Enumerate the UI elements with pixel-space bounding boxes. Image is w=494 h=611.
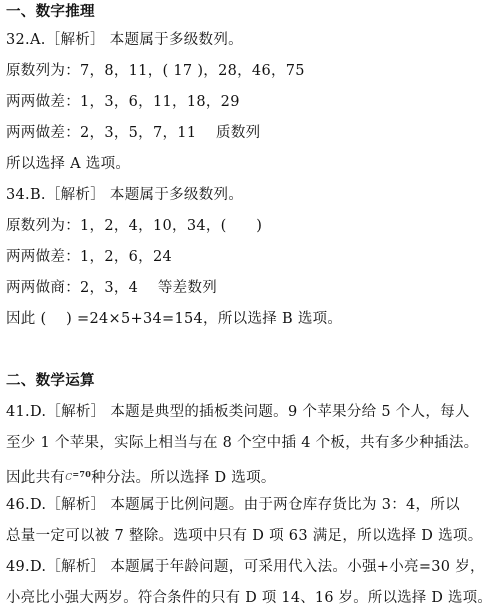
q41-line-2: 至少 1 个苹果，实际上相当与在 8 个空中插 4 个板，共有多少种插法。 xyxy=(6,435,479,451)
q34-line-3: 两两做差：1，2，6，24 xyxy=(6,249,173,265)
q32-line-3: 两两做差：1，3，6，11，18，29 xyxy=(6,94,240,110)
section-2-title: 二、数学运算 xyxy=(6,372,95,389)
section-1-title: 一、数字推理 xyxy=(6,3,95,20)
q32-line-5: 所以选择 A 选项。 xyxy=(6,156,131,172)
q41-formula: C xyxy=(65,473,73,483)
q32-line-4: 两两做差：2，3，5，7，11 质数列 xyxy=(6,125,261,141)
q34-line-2: 原数列为：1，2，4，10，34，( ) xyxy=(6,218,263,234)
q34-line-5: 因此 ( ) =24×5+34=154，所以选择 B 选项。 xyxy=(6,311,343,327)
q49-line-1: 49.D.［解析］ 本题属于年龄问题，可采用代入法。小强+小亮=30 岁， xyxy=(6,559,485,575)
q46-line-1: 46.D.［解析］ 本题属于比例问题。由于两仓库存货比为 3：4，所以 xyxy=(6,497,460,513)
q34-line-4: 两两做商：2，3，4 等差数列 xyxy=(6,280,218,296)
q41-line-3-suffix: 种分法。所以选择 D 选项。 xyxy=(91,470,276,486)
q41-formula-superscript: =70 xyxy=(72,469,92,479)
q46-line-2: 总量一定可以被 7 整除。选项中只有 D 项 63 满足，所以选择 D 选项。 xyxy=(6,528,483,544)
q41-line-3 xyxy=(6,465,276,487)
q32-line-2: 原数列为：7，8，11，( 17 )，28，46，75 xyxy=(6,63,305,79)
q41-line-3-prefix: 因此共有 xyxy=(6,470,66,486)
q34-line-1: 34.B.［解析］ 本题属于多级数列。 xyxy=(6,187,244,203)
q32-line-1: 32.A.［解析］ 本题属于多级数列。 xyxy=(6,32,243,48)
q49-line-2: 小亮比小强大两岁。符合条件的只有 D 项 14、16 岁。所以选择 D 选项。 xyxy=(6,590,493,606)
q41-line-1: 41.D.［解析］ 本题是典型的插板类问题。9 个苹果分给 5 个人，每人 xyxy=(6,404,470,420)
